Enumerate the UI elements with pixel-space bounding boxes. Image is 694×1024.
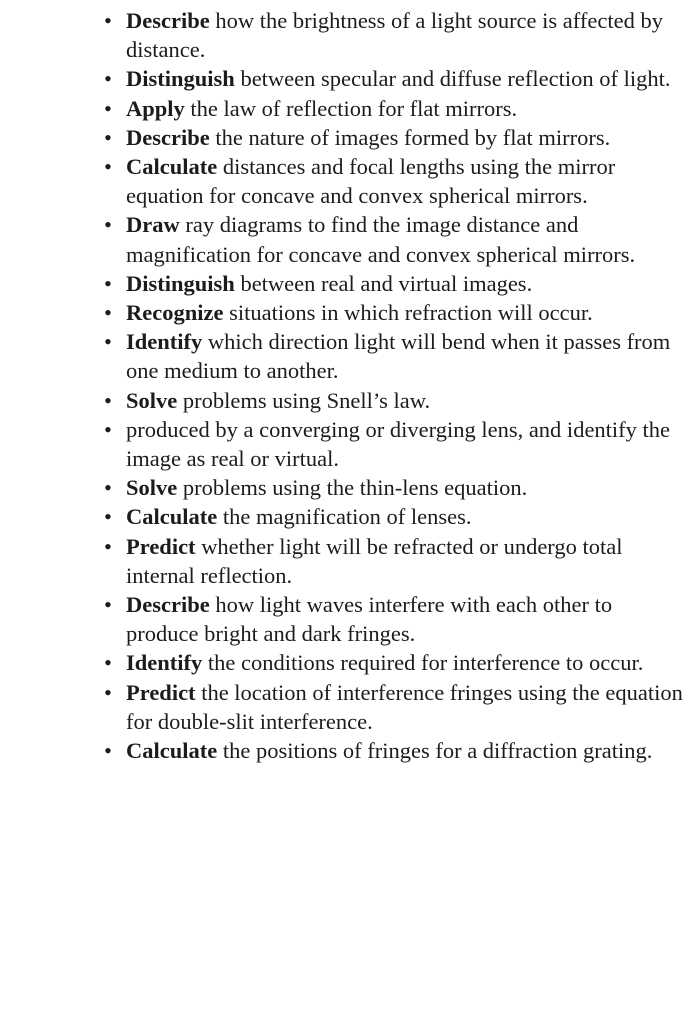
- objective-text: between specular and diffuse reflection of light.: [234, 66, 671, 92]
- objective-verb: Describe: [126, 592, 210, 618]
- objective-text: the location of interference fringes using the equation for double-slit interference.: [126, 679, 683, 734]
- objective-item: [104, 6, 684, 64]
- objective-text: which direction light will bend when it passes from one medium to another.: [126, 329, 671, 384]
- objective-verb: Draw: [126, 212, 180, 238]
- objective-item: [104, 502, 684, 531]
- objective-text: the nature of images formed by flat mirrors.: [209, 124, 611, 150]
- objective-verb: Solve: [126, 387, 178, 413]
- bullet-icon: •: [104, 95, 112, 121]
- bullet-icon: •: [104, 533, 112, 559]
- objective-verb: Describe: [126, 124, 210, 150]
- objective-text: how light waves interfere with each other to produce bright and dark fringes.: [126, 592, 613, 647]
- bullet-icon: •: [104, 300, 112, 326]
- objective-item: [104, 94, 684, 123]
- objectives-list: [104, 6, 684, 765]
- objective-verb: Calculate: [126, 738, 218, 764]
- bullet-icon: •: [104, 329, 112, 355]
- objective-item: [104, 210, 684, 268]
- objective-verb: Calculate: [126, 504, 218, 530]
- objective-item: [104, 415, 684, 473]
- objective-text: the conditions required for interference to occur.: [202, 650, 644, 676]
- objective-item: [104, 473, 684, 502]
- objective-text: how the brightness of a light source is affected by distance.: [126, 8, 663, 63]
- objective-verb: Calculate: [126, 154, 218, 180]
- objective-text: the magnification of lenses.: [217, 504, 472, 530]
- bullet-icon: •: [104, 212, 112, 238]
- objective-text: the positions of fringes for a diffraction grating.: [217, 738, 653, 764]
- objective-item: [104, 736, 684, 765]
- objective-verb: Apply: [126, 95, 185, 121]
- objective-item: [104, 590, 684, 648]
- bullet-icon: •: [104, 679, 112, 705]
- bullet-icon: •: [104, 592, 112, 618]
- bullet-icon: •: [104, 650, 112, 676]
- objective-item: [104, 64, 684, 93]
- bullet-icon: •: [104, 66, 112, 92]
- objective-item: [104, 678, 684, 736]
- objective-item: [104, 123, 684, 152]
- objective-text: the law of reflection for flat mirrors.: [184, 95, 518, 121]
- objective-verb: Distinguish: [126, 270, 235, 296]
- objective-verb: Predict: [126, 533, 196, 559]
- bullet-icon: •: [104, 124, 112, 150]
- bullet-icon: •: [104, 8, 112, 33]
- objective-verb: Distinguish: [126, 66, 235, 92]
- objective-item: [104, 327, 684, 385]
- objective-item: [104, 648, 684, 677]
- bullet-icon: •: [104, 504, 112, 530]
- bullet-icon: •: [104, 154, 112, 180]
- objective-verb: Identify: [126, 329, 203, 355]
- bullet-icon: •: [104, 416, 112, 442]
- objective-text: situations in which refraction will occur.: [223, 300, 593, 326]
- objective-item: [104, 152, 684, 210]
- objective-text: produced by a converging or diverging lens, and identify the image as real or virtual.: [126, 416, 671, 472]
- objective-text: ray diagrams to find the image distance and magnification for concave and convex spherical mirrors.: [126, 212, 636, 267]
- objective-item: [104, 269, 684, 298]
- objective-item: [104, 532, 684, 590]
- objective-verb: Recognize: [126, 300, 224, 326]
- bullet-icon: •: [104, 738, 112, 764]
- objective-verb: Identify: [126, 650, 203, 676]
- objective-text: between real and virtual images.: [234, 270, 533, 296]
- objective-item: [104, 298, 684, 327]
- bullet-icon: •: [104, 270, 112, 296]
- objective-verb: Predict: [126, 679, 196, 705]
- objective-text: distances and focal lengths using the mirror equation for concave and convex spherical mirrors.: [126, 154, 616, 209]
- objective-verb: Describe: [126, 8, 210, 33]
- objective-item: [104, 386, 684, 415]
- objective-verb: Solve: [126, 475, 178, 501]
- objective-text: problems using the thin-lens equation.: [177, 475, 528, 501]
- objective-text: problems using Snell’s law.: [177, 387, 431, 413]
- bullet-icon: •: [104, 475, 112, 501]
- objective-text: whether light will be refracted or undergo total internal reflection.: [126, 533, 623, 588]
- bullet-icon: •: [104, 387, 112, 413]
